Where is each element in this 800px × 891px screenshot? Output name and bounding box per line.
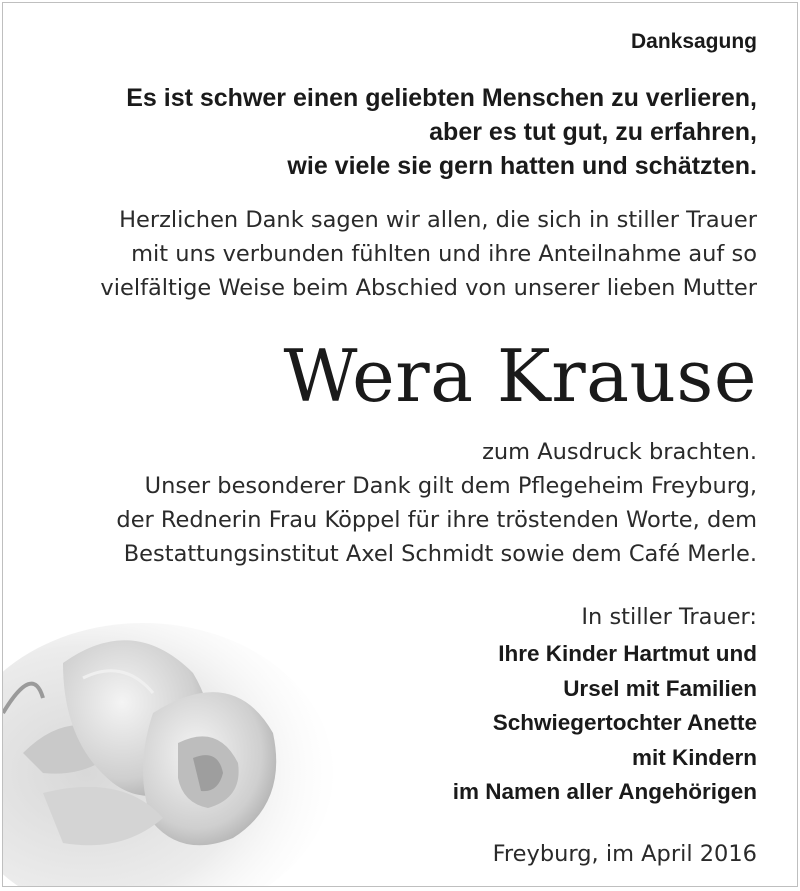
mourner-line: Ihre Kinder Hartmut und	[498, 641, 757, 666]
quote	[126, 81, 757, 183]
mourner-line: Schwiegertochter Anette	[492, 710, 757, 735]
thanks-outro-line: zum Ausdruck brachten.	[482, 439, 757, 465]
thanks-intro	[100, 203, 757, 305]
obituary-notice	[2, 2, 798, 887]
thanks-outro	[116, 435, 757, 571]
thanks-intro-line: mit uns verbunden fühlten und ihre Anteilnahme auf so	[131, 241, 757, 267]
thanks-intro-line: vielfältige Weise beim Abschied von unserer lieben Mutter	[100, 275, 757, 301]
quote-line: aber es tut gut, zu erfahren,	[429, 118, 757, 146]
mourners-list	[453, 637, 757, 810]
thanks-outro-line: Unser besonderer Dank gilt dem Pflegeheim Freyburg,	[144, 473, 757, 499]
white-rose-icon	[3, 603, 333, 887]
thanks-outro-line: der Rednerin Frau Köppel für ihre tröstenden Worte, dem	[116, 507, 757, 533]
mourner-line: Ursel mit Familien	[563, 675, 757, 701]
deceased-name: Wera Krause	[283, 334, 757, 418]
mourner-line: mit Kindern	[631, 744, 757, 770]
thanks-outro-line: Bestattungsinstitut Axel Schmidt sowie dem Café Merle.	[123, 541, 757, 567]
mourners-intro: In stiller Trauer:	[581, 604, 757, 630]
notice-heading: Danksagung	[630, 30, 757, 53]
mourner-line: im Namen aller Angehörigen	[452, 779, 757, 804]
place-date: Freyburg, im April 2016	[492, 841, 757, 867]
quote-line: wie viele sie gern hatten und schätzten.	[287, 152, 757, 180]
quote-line: Es ist schwer einen geliebten Menschen zu verlieren,	[126, 84, 757, 112]
thanks-intro-line: Herzlichen Dank sagen wir allen, die sich in stiller Trauer	[119, 207, 757, 233]
